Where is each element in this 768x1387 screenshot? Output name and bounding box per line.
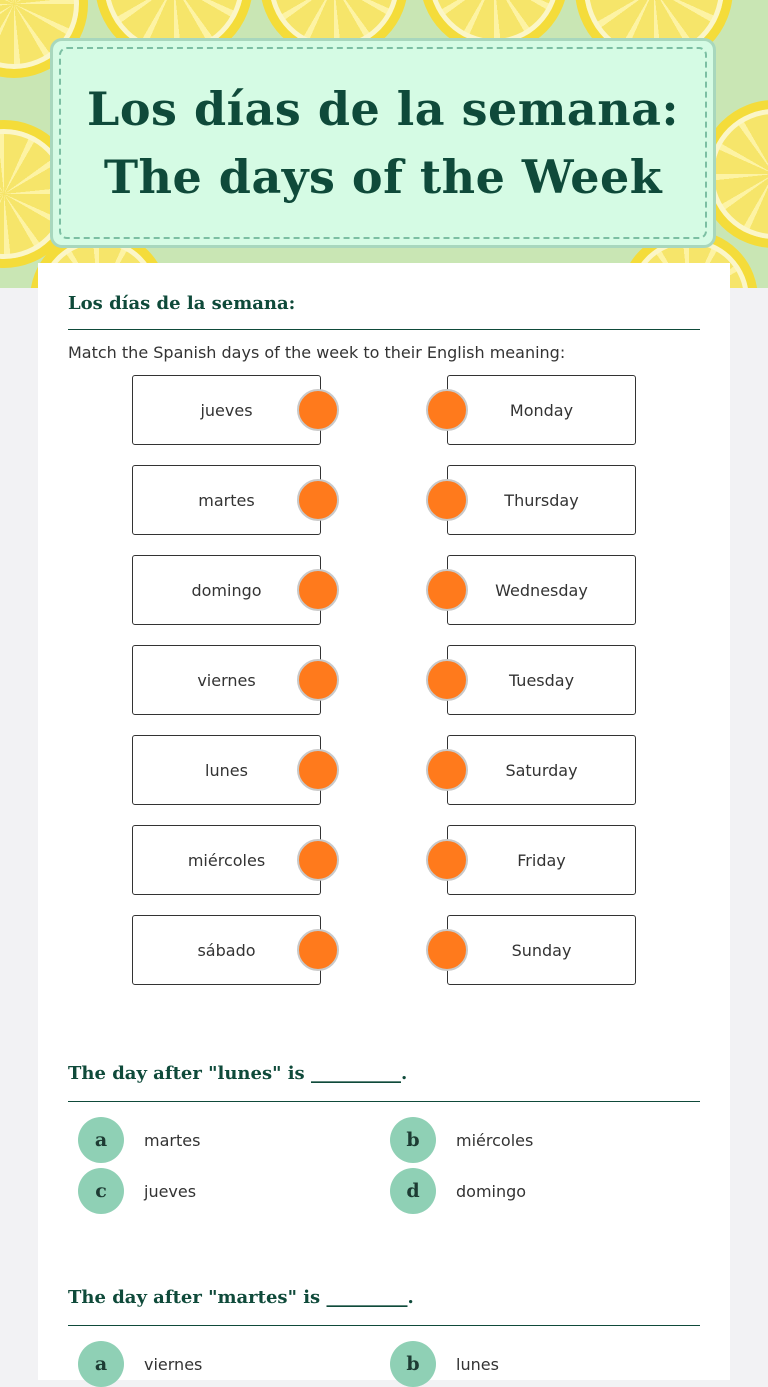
match-right-connector[interactable] xyxy=(426,659,468,701)
match-left-card[interactable] xyxy=(132,555,321,625)
match-left-connector[interactable] xyxy=(297,839,339,881)
option-letter-badge: a xyxy=(78,1341,124,1387)
option-letter-badge: c xyxy=(78,1168,124,1214)
match-right-card[interactable] xyxy=(447,555,636,625)
match-left-connector[interactable] xyxy=(297,659,339,701)
matching-section-title: Los días de la semana: xyxy=(68,293,296,314)
match-left-connector[interactable] xyxy=(297,569,339,611)
match-left-label: jueves xyxy=(200,400,253,420)
match-left-connector[interactable] xyxy=(297,389,339,431)
answer-option-d[interactable] xyxy=(390,1168,526,1214)
question-prompt: The day after "lunes" is __________. xyxy=(68,1063,408,1084)
match-left-connector[interactable] xyxy=(297,929,339,971)
match-left-card[interactable] xyxy=(132,735,321,805)
option-letter-badge: b xyxy=(390,1341,436,1387)
match-left-label: sábado xyxy=(197,940,256,960)
match-right-label: Tuesday xyxy=(508,670,575,690)
matching-instructions: Match the Spanish days of the week to their English meaning: xyxy=(68,343,566,362)
match-right-connector[interactable] xyxy=(426,929,468,971)
answer-option-a[interactable] xyxy=(78,1117,200,1163)
lemon-banner xyxy=(0,0,768,288)
match-left-label: miércoles xyxy=(187,850,266,870)
title-card xyxy=(50,38,716,248)
option-text: lunes xyxy=(456,1354,499,1374)
match-left-card[interactable] xyxy=(132,465,321,535)
page-title-line-2: The days of the Week xyxy=(103,150,663,204)
answer-option-b[interactable] xyxy=(390,1341,499,1387)
option-letter-badge: a xyxy=(78,1117,124,1163)
option-text: viernes xyxy=(144,1354,203,1374)
section-divider xyxy=(68,1101,700,1102)
option-letter-badge: d xyxy=(390,1168,436,1214)
match-left-card[interactable] xyxy=(132,375,321,445)
match-right-card[interactable] xyxy=(447,915,636,985)
match-right-connector[interactable] xyxy=(426,389,468,431)
worksheet xyxy=(38,263,730,1380)
answer-option-c[interactable] xyxy=(78,1168,196,1214)
match-right-label: Sunday xyxy=(511,940,572,960)
option-text: martes xyxy=(144,1130,201,1150)
match-right-connector[interactable] xyxy=(426,479,468,521)
option-letter-badge: b xyxy=(390,1117,436,1163)
match-right-card[interactable] xyxy=(447,375,636,445)
section-divider xyxy=(68,329,700,330)
page-title-line-1: Los días de la semana: xyxy=(87,82,679,136)
match-right-connector[interactable] xyxy=(426,839,468,881)
match-right-label: Monday xyxy=(509,400,574,420)
match-left-label: lunes xyxy=(205,760,248,780)
match-right-label: Thursday xyxy=(504,490,579,510)
match-left-connector[interactable] xyxy=(297,749,339,791)
section-divider xyxy=(68,1325,700,1326)
option-text: miércoles xyxy=(456,1130,534,1150)
match-right-card[interactable] xyxy=(447,825,636,895)
answer-option-a[interactable] xyxy=(78,1341,202,1387)
title-card-inner xyxy=(59,47,707,239)
match-left-card[interactable] xyxy=(132,825,321,895)
match-right-card[interactable] xyxy=(447,735,636,805)
match-right-label: Saturday xyxy=(505,760,578,780)
match-left-label: viernes xyxy=(197,670,256,690)
option-text: domingo xyxy=(456,1181,527,1201)
option-text: jueves xyxy=(144,1181,197,1201)
match-right-card[interactable] xyxy=(447,465,636,535)
match-right-connector[interactable] xyxy=(426,749,468,791)
match-left-card[interactable] xyxy=(132,645,321,715)
match-left-card[interactable] xyxy=(132,915,321,985)
match-left-connector[interactable] xyxy=(297,479,339,521)
answer-option-b[interactable] xyxy=(390,1117,533,1163)
match-left-label: martes xyxy=(198,490,255,510)
question-prompt: The day after "martes" is _________. xyxy=(68,1287,414,1308)
match-right-card[interactable] xyxy=(447,645,636,715)
match-left-label: domingo xyxy=(191,580,262,600)
match-right-label: Friday xyxy=(517,850,566,870)
match-right-connector[interactable] xyxy=(426,569,468,611)
match-right-label: Wednesday xyxy=(495,580,588,600)
